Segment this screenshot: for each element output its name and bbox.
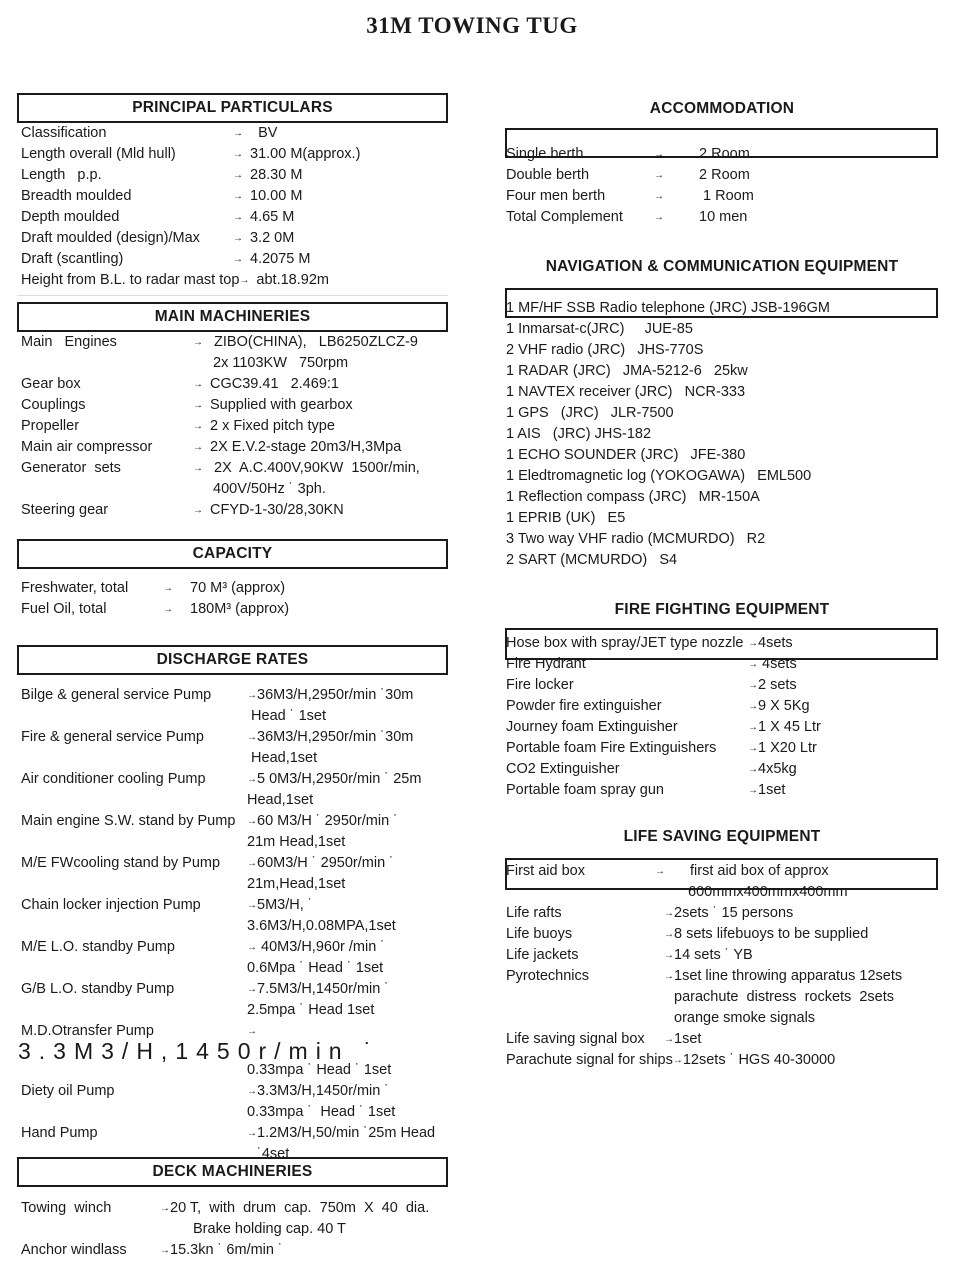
list-item: 1 EPRIB (UK) E5 <box>506 510 626 526</box>
spec-value: 9 X 5Kg <box>758 698 810 714</box>
spec-row <box>17 458 448 479</box>
spec-label: Life buoys <box>506 926 573 942</box>
arrow-icon: → <box>247 1128 257 1139</box>
spec-label: Powder fire extinguisher <box>506 698 662 714</box>
spec-row <box>17 207 448 228</box>
spec-value-continuation: Head,1set <box>247 792 314 808</box>
spec-value: Supplied with gearbox <box>210 397 353 413</box>
section-accommodation <box>504 144 940 228</box>
list-item: 1 Eledtromagnetic log (YOKOGAWA) EML500 <box>506 468 812 484</box>
arrow-icon: → <box>247 690 257 701</box>
spec-row <box>504 696 940 717</box>
spec-value: 60M3/H ˙ 2950r/min ˙ <box>257 855 394 871</box>
spec-row <box>17 416 448 437</box>
spec-label: Diety oil Pump <box>21 1083 115 1099</box>
spec-row <box>17 186 448 207</box>
spec-label: Double berth <box>506 167 590 183</box>
arrow-icon: → <box>748 743 758 754</box>
section-header-navigation-communication: NAVIGATION & COMMUNICATION EQUIPMENT <box>545 258 899 275</box>
spec-value-continuation: orange smoke signals <box>674 1010 816 1026</box>
arrow-icon: → <box>664 950 674 961</box>
spec-value: 1set <box>758 782 786 798</box>
spec-value: abt.18.92m <box>256 272 329 288</box>
section-navigation-communication <box>504 298 940 571</box>
spec-value: 2X A.C.400V,90KW 1500r/min, <box>210 460 420 476</box>
section-discharge-rates <box>17 685 448 1165</box>
spec-label: Hose box with spray/JET type nozzle <box>506 635 744 651</box>
arrow-icon: → <box>655 866 665 877</box>
spec-label: Fire Hydrant <box>506 656 586 672</box>
spec-value: 36M3/H,2950r/min ˙30m <box>257 729 414 745</box>
arrow-icon: → <box>654 170 664 181</box>
arrow-icon: → <box>748 659 758 670</box>
spec-value-continuation: Head ˙ 1set <box>247 708 326 724</box>
spec-value: 2X E.V.2-stage 20m3/H,3Mpa <box>210 439 402 455</box>
arrow-icon: → <box>748 722 758 733</box>
spec-value-continuation: 2x 1103KW 750rpm <box>213 355 349 371</box>
section-header-main-machineries <box>17 302 448 332</box>
arrow-icon: → <box>163 583 173 594</box>
arrow-icon: → <box>748 680 758 691</box>
equipment-list <box>504 298 940 571</box>
spec-label: Portable foam Fire Extinguishers <box>506 740 717 756</box>
arrow-icon: → <box>193 463 203 474</box>
list-item: 3 Two way VHF radio (MCMURDO) R2 <box>506 531 766 547</box>
spec-row <box>17 578 448 599</box>
spec-value: 36M3/H,2950r/min ˙30m <box>257 687 414 703</box>
spec-row <box>504 861 940 882</box>
spec-row <box>17 270 448 291</box>
spec-label: Four men berth <box>506 188 606 204</box>
arrow-icon: → <box>239 275 250 286</box>
section-header-fire-fighting: FIRE FIGHTING EQUIPMENT <box>614 601 830 618</box>
spec-row <box>17 165 448 186</box>
list-item: 2 SART (MCMURDO) S4 <box>506 552 678 568</box>
spec-label: Pyrotechnics <box>506 968 590 984</box>
spec-label: Main Engines <box>21 334 117 350</box>
spec-label: Generator sets <box>21 460 121 476</box>
arrow-icon: → <box>654 149 664 160</box>
section-header-capacity <box>17 539 448 569</box>
spec-label: M/E FWcooling stand by Pump <box>21 855 221 871</box>
arrow-icon: → <box>193 421 203 432</box>
spec-row <box>504 633 940 654</box>
spec-row <box>504 207 940 228</box>
spec-label: First aid box <box>506 863 585 879</box>
spec-label: Journey foam Extinguisher <box>506 719 678 735</box>
spec-label: Portable foam spray gun <box>506 782 664 798</box>
spec-label: CO2 Extinguisher <box>506 761 620 777</box>
section-fire-fighting <box>504 633 940 801</box>
arrow-icon: → <box>247 984 257 995</box>
spec-label: Towing winch <box>21 1200 112 1216</box>
list-item: 1 Reflection compass (JRC) MR-150A <box>506 489 760 505</box>
spec-label: Fire & general service Pump <box>21 729 204 745</box>
spec-label: Life rafts <box>506 905 562 921</box>
spec-label: Bilge & general service Pump <box>21 687 212 703</box>
spec-label: Parachute signal for ships <box>506 1052 673 1068</box>
arrow-icon: → <box>748 764 758 775</box>
spec-label: Length overall (Mld hull) <box>21 146 176 162</box>
arrow-icon: → <box>160 1203 170 1214</box>
spec-row <box>504 903 940 924</box>
spec-value-continuation: parachute distress rockets 2sets <box>674 989 895 1005</box>
arrow-icon: → <box>247 900 257 911</box>
spec-row <box>17 853 448 874</box>
spec-value: 180M³ (approx) <box>190 601 290 617</box>
section-header-text: DECK MACHINERIES <box>152 1163 313 1180</box>
spec-value: 3.3M3/H,1450r/min ˙ <box>257 1083 390 1099</box>
spec-row <box>17 979 448 1000</box>
arrow-icon: → <box>664 908 674 919</box>
spec-row <box>17 599 448 620</box>
spec-label: Chain locker injection Pump <box>21 897 201 913</box>
spec-value: 2 sets <box>758 677 797 693</box>
arrow-icon: → <box>748 638 758 649</box>
section-header-accommodation: ACCOMMODATION <box>649 100 795 117</box>
spec-value: 10 men <box>699 209 748 225</box>
spec-value: 2 Room <box>699 167 750 183</box>
section-header-text: MAIN MACHINERIES <box>154 308 311 325</box>
arrow-icon: → <box>748 785 758 796</box>
spec-label: G/B L.O. standby Pump <box>21 981 175 997</box>
spec-label: Total Complement <box>506 209 623 225</box>
arrow-icon: → <box>654 191 664 202</box>
section-header-life-saving: LIFE SAVING EQUIPMENT <box>623 828 821 845</box>
spec-value: 2 Room <box>699 146 750 162</box>
spec-label: Classification <box>21 125 107 141</box>
arrow-icon: → <box>193 505 203 516</box>
spec-value-continuation: 0.6Mpa ˙ Head ˙ 1set <box>247 960 384 976</box>
spec-row <box>17 769 448 790</box>
section-header-discharge-rates <box>17 645 448 675</box>
arrow-icon: → <box>233 233 243 244</box>
spec-value: 1 X 45 Ltr <box>758 719 821 735</box>
spec-value-continuation: 2.5mpa ˙ Head 1set <box>247 1002 375 1018</box>
spec-value: 5M3/H, ˙ <box>257 897 313 913</box>
arrow-icon: → <box>193 337 203 348</box>
spec-label: Height from B.L. to radar mast top <box>21 272 240 288</box>
spec-row <box>17 727 448 748</box>
spec-label: Gear box <box>21 376 81 392</box>
spec-label: Main air compressor <box>21 439 153 455</box>
spec-value: 4.2075 M <box>250 251 311 267</box>
spec-value: 4.65 M <box>250 209 295 225</box>
spec-value: 15.3kn ˙ 6m/min ˙ <box>170 1242 283 1258</box>
spec-label: Freshwater, total <box>21 580 129 596</box>
list-item: 1 Inmarsat-c(JRC) JUE-85 <box>506 321 693 337</box>
spec-label: Depth moulded <box>21 209 120 225</box>
divider-line <box>17 295 448 296</box>
spec-value: CGC39.41 2.469:1 <box>210 376 339 392</box>
spec-row <box>17 249 448 270</box>
spec-row <box>17 685 448 706</box>
spec-value: CFYD-1-30/28,30KN <box>210 502 344 518</box>
list-item: 1 MF/HF SSB Radio telephone (JRC) JSB-196GM <box>506 300 830 316</box>
spec-value-continuation: 600mmx400mmx400mm <box>688 884 848 900</box>
spec-label: M/E L.O. standby Pump <box>21 939 175 955</box>
spec-row <box>504 780 940 801</box>
list-item: 1 GPS (JRC) JLR-7500 <box>506 405 674 421</box>
arrow-icon: → <box>160 1245 170 1256</box>
spec-row <box>504 717 940 738</box>
left-column <box>17 0 448 1272</box>
spec-row <box>17 1081 448 1102</box>
arrow-icon: → <box>247 1086 257 1097</box>
arrow-icon: → <box>233 254 243 265</box>
section-header-text: PRINCIPAL PARTICULARS <box>132 99 333 116</box>
spec-value: first aid box of approx <box>690 863 829 879</box>
spec-value: 7.5M3/H,1450r/min ˙ <box>257 981 390 997</box>
spec-value-continuation: Head,1set <box>247 750 318 766</box>
spec-row <box>504 186 940 207</box>
spec-value-continuation: 21m Head,1set <box>247 834 346 850</box>
list-item: 1 NAVTEX receiver (JRC) NCR-333 <box>506 384 746 400</box>
spec-value: 8 sets lifebuoys to be supplied <box>674 926 869 942</box>
spec-row <box>504 144 940 165</box>
spec-label: Life saving signal box <box>506 1031 645 1047</box>
arrow-icon: → <box>163 604 173 615</box>
arrow-icon: → <box>233 149 243 160</box>
spec-row <box>17 437 448 458</box>
spec-label: Single berth <box>506 146 584 162</box>
spec-label: Anchor windlass <box>21 1242 127 1258</box>
spec-value: 1set line throwing apparatus 12sets <box>674 968 903 984</box>
spec-label: Length p.p. <box>21 167 102 183</box>
section-deck-machineries <box>17 1198 448 1261</box>
spec-label: Fire locker <box>506 677 574 693</box>
spec-value-continuation: 0.33mpa ˙ Head ˙ 1set <box>247 1104 396 1120</box>
spec-value-continuation: 21m,Head,1set <box>247 876 346 892</box>
spec-row <box>17 1240 448 1261</box>
spec-row <box>17 332 448 353</box>
spec-label: Hand Pump <box>21 1125 98 1141</box>
spec-value-continuation: Brake holding cap. 40 T <box>193 1221 346 1237</box>
spec-row <box>504 966 940 987</box>
arrow-icon: → <box>247 774 257 785</box>
spec-value: 60 M3/H ˙ 2950r/min ˙ <box>257 813 399 829</box>
spec-value: ZIBO(CHINA), LB6250ZLCZ-9 <box>210 334 418 350</box>
spec-value-continuation: 400V/50Hz ˙ 3ph. <box>213 481 326 497</box>
spec-row <box>17 123 448 144</box>
spec-label: Steering gear <box>21 502 109 518</box>
right-column <box>504 0 940 1272</box>
arrow-icon: → <box>193 400 203 411</box>
list-item: 1 RADAR (JRC) JMA-5212-6 25kw <box>506 363 748 379</box>
section-header-text: CAPACITY <box>192 545 273 562</box>
spec-row <box>504 759 940 780</box>
spec-label: Main engine S.W. stand by Pump <box>21 813 236 829</box>
spec-value-large: 3.3M3/H,1450r/min ˙ <box>18 1038 380 1064</box>
list-item: 1 ECHO SOUNDER (JRC) JFE-380 <box>506 447 746 463</box>
document-title: 31M TOWING TUG <box>366 13 578 38</box>
arrow-icon: → <box>672 1055 683 1066</box>
section-life-saving <box>504 861 940 1071</box>
arrow-icon: → <box>654 212 664 223</box>
list-item: 1 AIS (JRC) JHS-182 <box>506 426 652 442</box>
arrow-icon: → <box>247 816 257 827</box>
arrow-icon: → <box>247 942 257 953</box>
spec-row <box>17 895 448 916</box>
spec-row <box>17 374 448 395</box>
spec-value: 14 sets ˙ YB <box>674 947 753 963</box>
arrow-icon: → <box>233 191 243 202</box>
spec-value: 2 x Fixed pitch type <box>210 418 335 434</box>
list-item: 2 VHF radio (JRC) JHS-770S <box>506 342 704 358</box>
spec-label: Breadth moulded <box>21 188 132 204</box>
section-capacity <box>17 578 448 620</box>
spec-value: 1 Room <box>699 188 754 204</box>
spec-row <box>17 1198 448 1219</box>
spec-label: Air conditioner cooling Pump <box>21 771 206 787</box>
spec-value: 5 0M3/H,2950r/min ˙ 25m <box>257 771 422 787</box>
spec-label: Life jackets <box>506 947 579 963</box>
spec-value: 20 T, with drum cap. 750m X 40 dia. <box>170 1200 430 1216</box>
spec-row <box>17 811 448 832</box>
spec-label: Fuel Oil, total <box>21 601 107 617</box>
spec-row <box>504 945 940 966</box>
spec-value: 10.00 M <box>250 188 303 204</box>
arrow-icon: → <box>193 442 203 453</box>
spec-label: Draft (scantling) <box>21 251 124 267</box>
spec-value: 40M3/H,960r /min ˙ <box>257 939 386 955</box>
spec-value: 31.00 M(approx.) <box>250 146 361 162</box>
spec-value-continuation: 3.6M3/H,0.08MPA,1set <box>247 918 396 934</box>
spec-row <box>504 738 940 759</box>
spec-value-continuation: 0.33mpa ˙ Head ˙ 1set <box>247 1062 392 1078</box>
spec-row <box>504 924 940 945</box>
spec-value: 1 X20 Ltr <box>758 740 817 756</box>
spec-value: 12sets ˙ HGS 40-30000 <box>682 1052 836 1068</box>
arrow-icon: → <box>233 128 243 139</box>
arrow-icon: → <box>664 1034 674 1045</box>
spec-label: M.D.Otransfer Pump <box>21 1023 154 1039</box>
arrow-icon: → <box>664 971 674 982</box>
arrow-icon: → <box>247 858 257 869</box>
spec-value: 1set <box>674 1031 702 1047</box>
spec-value: 70 M³ (approx) <box>190 580 286 596</box>
spec-value: 3.2 0M <box>250 230 295 246</box>
spec-label: Draft moulded (design)/Max <box>21 230 200 246</box>
spec-row <box>504 1029 940 1050</box>
arrow-icon: → <box>233 212 243 223</box>
arrow-icon: → <box>193 379 203 390</box>
arrow-icon: → <box>748 701 758 712</box>
arrow-icon: → <box>247 732 257 743</box>
spec-value: 4sets <box>758 656 797 672</box>
spec-value: 4x5kg <box>758 761 797 777</box>
spec-row <box>504 1050 940 1071</box>
section-header-principal-particulars <box>17 93 448 123</box>
spec-value: BV <box>250 125 278 141</box>
section-header-deck-machineries <box>17 1157 448 1187</box>
section-main-machineries <box>17 332 448 521</box>
spec-row <box>504 654 940 675</box>
spec-row <box>17 500 448 521</box>
arrow-icon: → <box>233 170 243 181</box>
section-header-text: DISCHARGE RATES <box>156 651 309 668</box>
spec-value: 1.2M3/H,50/min ˙25m Head ˙4set <box>257 1125 440 1162</box>
spec-row <box>17 395 448 416</box>
spec-row <box>504 675 940 696</box>
spec-row <box>504 165 940 186</box>
spec-row <box>17 937 448 958</box>
spec-label: Propeller <box>21 418 80 434</box>
arrow-icon: → <box>247 1026 257 1037</box>
spec-row <box>17 144 448 165</box>
spec-label: Couplings <box>21 397 86 413</box>
spec-value: 4sets <box>758 635 793 651</box>
spec-row <box>17 228 448 249</box>
spec-value: 28.30 M <box>250 167 303 183</box>
arrow-icon: → <box>664 929 674 940</box>
section-principal-particulars <box>17 123 448 291</box>
spec-value: 2sets ˙ 15 persons <box>674 905 794 921</box>
